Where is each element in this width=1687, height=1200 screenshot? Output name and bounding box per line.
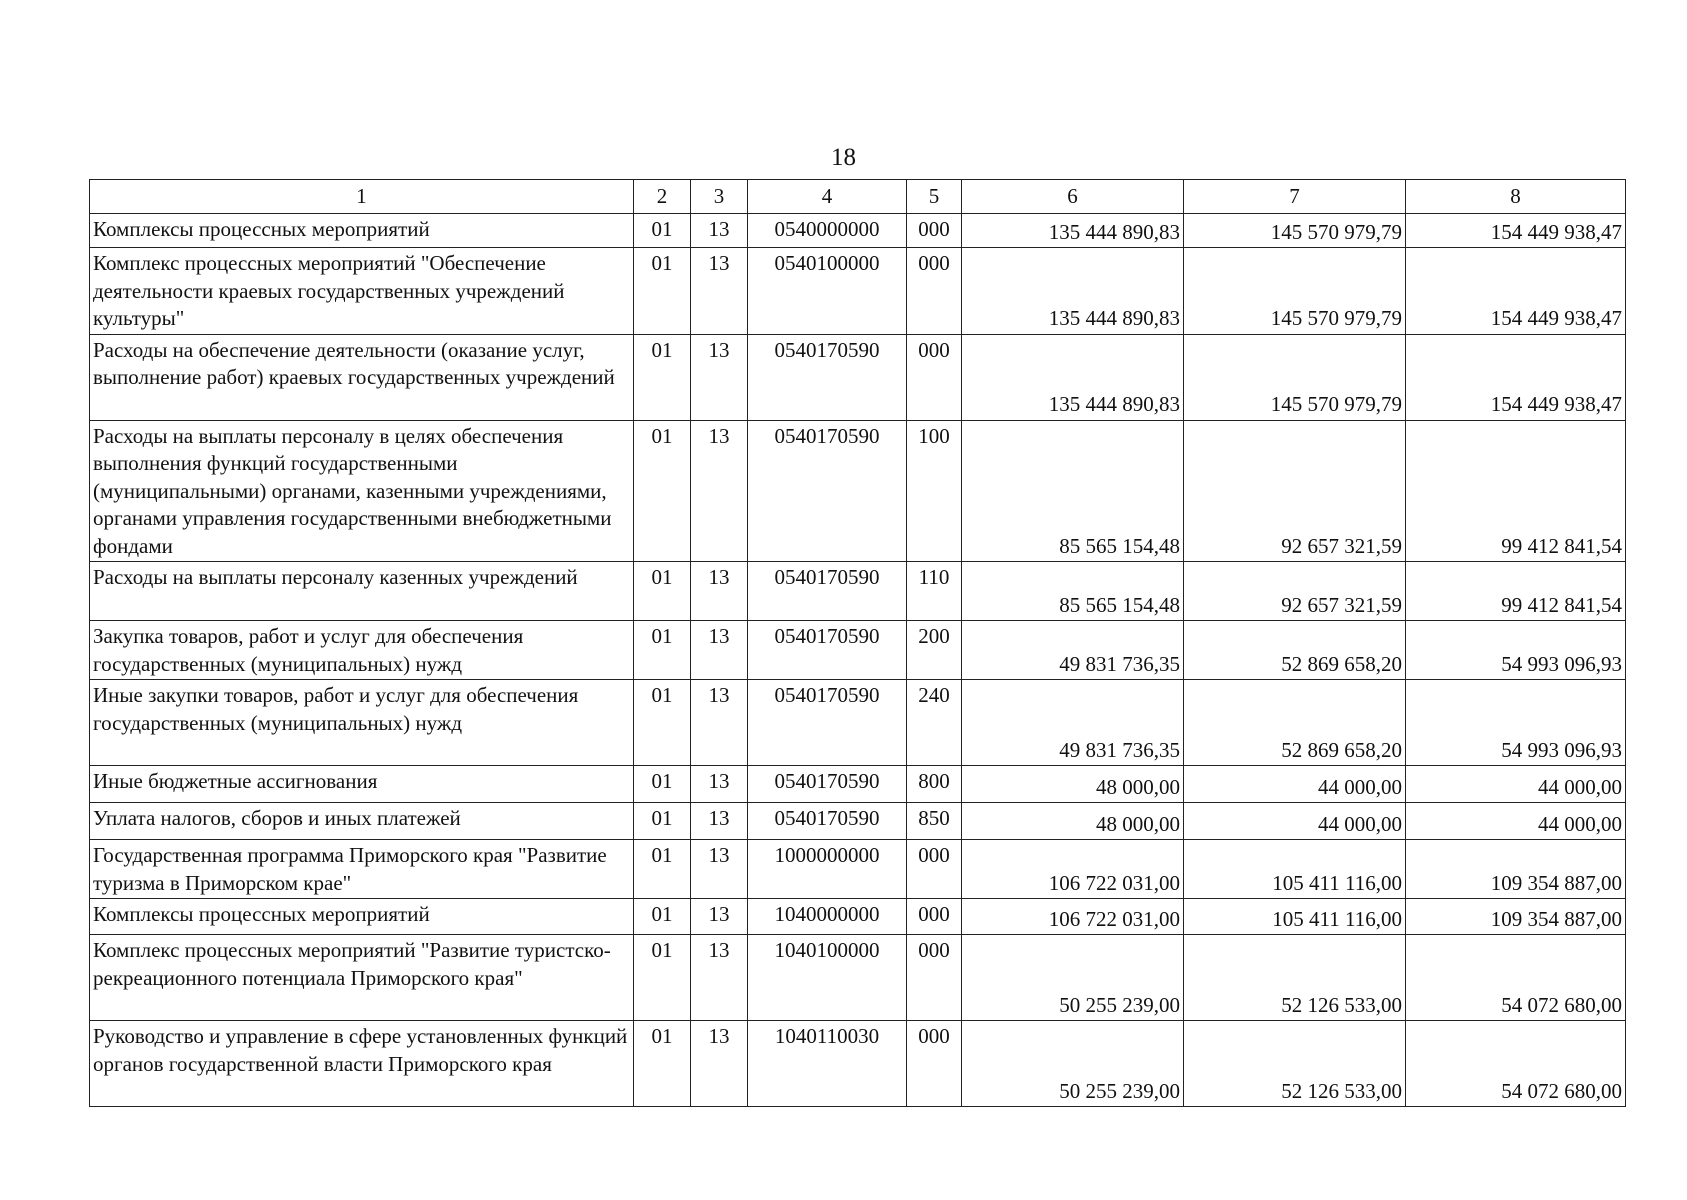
amount-col-7: 145 570 979,79 — [1184, 334, 1406, 420]
header-row — [90, 180, 1626, 214]
section-code: 01 — [634, 214, 691, 248]
expense-name: Закупка товаров, работ и услуг для обеспечения государственных (муниципальных) нужд — [90, 621, 634, 680]
amount-col-7: 44 000,00 — [1184, 766, 1406, 803]
column-header: 4 — [748, 180, 907, 214]
expense-type-code: 850 — [907, 803, 962, 840]
expense-name: Иные закупки товаров, работ и услуг для обеспечения государственных (муниципальных) нужд — [90, 680, 634, 766]
subsection-code: 13 — [691, 899, 748, 935]
section-code: 01 — [634, 562, 691, 621]
amount-col-7: 52 126 533,00 — [1184, 935, 1406, 1021]
target-article-code: 1040100000 — [748, 935, 907, 1021]
amount-col-7: 52 869 658,20 — [1184, 680, 1406, 766]
expense-type-code: 000 — [907, 248, 962, 335]
column-header: 7 — [1184, 180, 1406, 214]
amount-col-6: 48 000,00 — [962, 766, 1184, 803]
amount-col-7: 92 657 321,59 — [1184, 562, 1406, 621]
expense-name: Государственная программа Приморского края "Развитие туризма в Приморском крае" — [90, 840, 634, 899]
budget-table — [89, 179, 1626, 1107]
table-row — [90, 935, 1626, 1021]
table-row — [90, 248, 1626, 335]
subsection-code: 13 — [691, 1021, 748, 1107]
amount-col-6: 135 444 890,83 — [962, 334, 1184, 420]
section-code: 01 — [634, 766, 691, 803]
page-number: 18 — [831, 144, 856, 171]
target-article-code: 0540100000 — [748, 248, 907, 335]
amount-col-8: 44 000,00 — [1406, 803, 1626, 840]
subsection-code: 13 — [691, 766, 748, 803]
expense-name: Расходы на выплаты персоналу казенных учреждений — [90, 562, 634, 621]
amount-col-6: 135 444 890,83 — [962, 248, 1184, 335]
target-article-code: 1040000000 — [748, 899, 907, 935]
section-code: 01 — [634, 803, 691, 840]
table-row — [90, 766, 1626, 803]
subsection-code: 13 — [691, 334, 748, 420]
section-code: 01 — [634, 680, 691, 766]
expense-name: Расходы на обеспечение деятельности (оказание услуг, выполнение работ) краевых государственных учреждений — [90, 334, 634, 420]
target-article-code: 0540170590 — [748, 766, 907, 803]
target-article-code: 1040110030 — [748, 1021, 907, 1107]
column-header: 6 — [962, 180, 1184, 214]
table-row — [90, 899, 1626, 935]
amount-col-6: 48 000,00 — [962, 803, 1184, 840]
subsection-code: 13 — [691, 420, 748, 562]
expense-type-code: 000 — [907, 935, 962, 1021]
subsection-code: 13 — [691, 840, 748, 899]
target-article-code: 0540170590 — [748, 562, 907, 621]
target-article-code: 0540170590 — [748, 803, 907, 840]
subsection-code: 13 — [691, 621, 748, 680]
target-article-code: 0540170590 — [748, 621, 907, 680]
amount-col-8: 109 354 887,00 — [1406, 840, 1626, 899]
expense-name: Расходы на выплаты персоналу в целях обеспечения выполнения функций государственными (муниципальными) органами, казенными учреждениями, органами управления государственными внебюджетными фондами — [90, 420, 634, 562]
amount-col-6: 49 831 736,35 — [962, 680, 1184, 766]
section-code: 01 — [634, 334, 691, 420]
amount-col-8: 54 072 680,00 — [1406, 935, 1626, 1021]
table-row — [90, 1021, 1626, 1107]
amount-col-8: 44 000,00 — [1406, 766, 1626, 803]
expense-type-code: 110 — [907, 562, 962, 621]
table-row — [90, 840, 1626, 899]
section-code: 01 — [634, 248, 691, 335]
target-article-code: 0540170590 — [748, 334, 907, 420]
expense-name: Комплекс процессных мероприятий "Обеспечение деятельности краевых государственных учреждений культуры" — [90, 248, 634, 335]
expense-type-code: 240 — [907, 680, 962, 766]
expense-type-code: 000 — [907, 899, 962, 935]
amount-col-6: 85 565 154,48 — [962, 420, 1184, 562]
amount-col-6: 106 722 031,00 — [962, 899, 1184, 935]
amount-col-7: 145 570 979,79 — [1184, 214, 1406, 248]
column-header: 3 — [691, 180, 748, 214]
amount-col-7: 92 657 321,59 — [1184, 420, 1406, 562]
amount-col-8: 154 449 938,47 — [1406, 214, 1626, 248]
expense-type-code: 000 — [907, 840, 962, 899]
table-row — [90, 214, 1626, 248]
amount-col-6: 135 444 890,83 — [962, 214, 1184, 248]
expense-name: Комплекс процессных мероприятий "Развитие туристско-рекреационного потенциала Приморского края" — [90, 935, 634, 1021]
expense-type-code: 000 — [907, 334, 962, 420]
amount-col-6: 50 255 239,00 — [962, 935, 1184, 1021]
amount-col-7: 105 411 116,00 — [1184, 899, 1406, 935]
amount-col-8: 99 412 841,54 — [1406, 562, 1626, 621]
expense-name: Руководство и управление в сфере установленных функций органов государственной власти Приморского края — [90, 1021, 634, 1107]
section-code: 01 — [634, 621, 691, 680]
amount-col-7: 52 869 658,20 — [1184, 621, 1406, 680]
expense-name: Комплексы процессных мероприятий — [90, 899, 634, 935]
table-row — [90, 420, 1626, 562]
table-row — [90, 334, 1626, 420]
section-code: 01 — [634, 840, 691, 899]
expense-name: Иные бюджетные ассигнования — [90, 766, 634, 803]
subsection-code: 13 — [691, 680, 748, 766]
amount-col-6: 85 565 154,48 — [962, 562, 1184, 621]
expense-type-code: 800 — [907, 766, 962, 803]
section-code: 01 — [634, 899, 691, 935]
column-header: 5 — [907, 180, 962, 214]
amount-col-7: 145 570 979,79 — [1184, 248, 1406, 335]
subsection-code: 13 — [691, 248, 748, 335]
expense-name: Уплата налогов, сборов и иных платежей — [90, 803, 634, 840]
amount-col-8: 109 354 887,00 — [1406, 899, 1626, 935]
expense-name: Комплексы процессных мероприятий — [90, 214, 634, 248]
amount-col-8: 54 993 096,93 — [1406, 621, 1626, 680]
table-row — [90, 680, 1626, 766]
amount-col-6: 49 831 736,35 — [962, 621, 1184, 680]
amount-col-8: 99 412 841,54 — [1406, 420, 1626, 562]
table-row — [90, 621, 1626, 680]
amount-col-6: 106 722 031,00 — [962, 840, 1184, 899]
target-article-code: 0540170590 — [748, 420, 907, 562]
expense-type-code: 100 — [907, 420, 962, 562]
section-code: 01 — [634, 1021, 691, 1107]
amount-col-7: 105 411 116,00 — [1184, 840, 1406, 899]
column-header: 8 — [1406, 180, 1626, 214]
section-code: 01 — [634, 420, 691, 562]
subsection-code: 13 — [691, 803, 748, 840]
expense-type-code: 200 — [907, 621, 962, 680]
expense-type-code: 000 — [907, 214, 962, 248]
amount-col-7: 44 000,00 — [1184, 803, 1406, 840]
amount-col-8: 154 449 938,47 — [1406, 248, 1626, 335]
table-row — [90, 562, 1626, 621]
amount-col-8: 54 072 680,00 — [1406, 1021, 1626, 1107]
section-code: 01 — [634, 935, 691, 1021]
column-header: 2 — [634, 180, 691, 214]
target-article-code: 1000000000 — [748, 840, 907, 899]
table-row — [90, 803, 1626, 840]
target-article-code: 0540000000 — [748, 214, 907, 248]
amount-col-8: 154 449 938,47 — [1406, 334, 1626, 420]
amount-col-6: 50 255 239,00 — [962, 1021, 1184, 1107]
amount-col-7: 52 126 533,00 — [1184, 1021, 1406, 1107]
amount-col-8: 54 993 096,93 — [1406, 680, 1626, 766]
column-header: 1 — [90, 180, 634, 214]
subsection-code: 13 — [691, 214, 748, 248]
subsection-code: 13 — [691, 935, 748, 1021]
expense-type-code: 000 — [907, 1021, 962, 1107]
subsection-code: 13 — [691, 562, 748, 621]
target-article-code: 0540170590 — [748, 680, 907, 766]
table-body — [90, 214, 1626, 1107]
